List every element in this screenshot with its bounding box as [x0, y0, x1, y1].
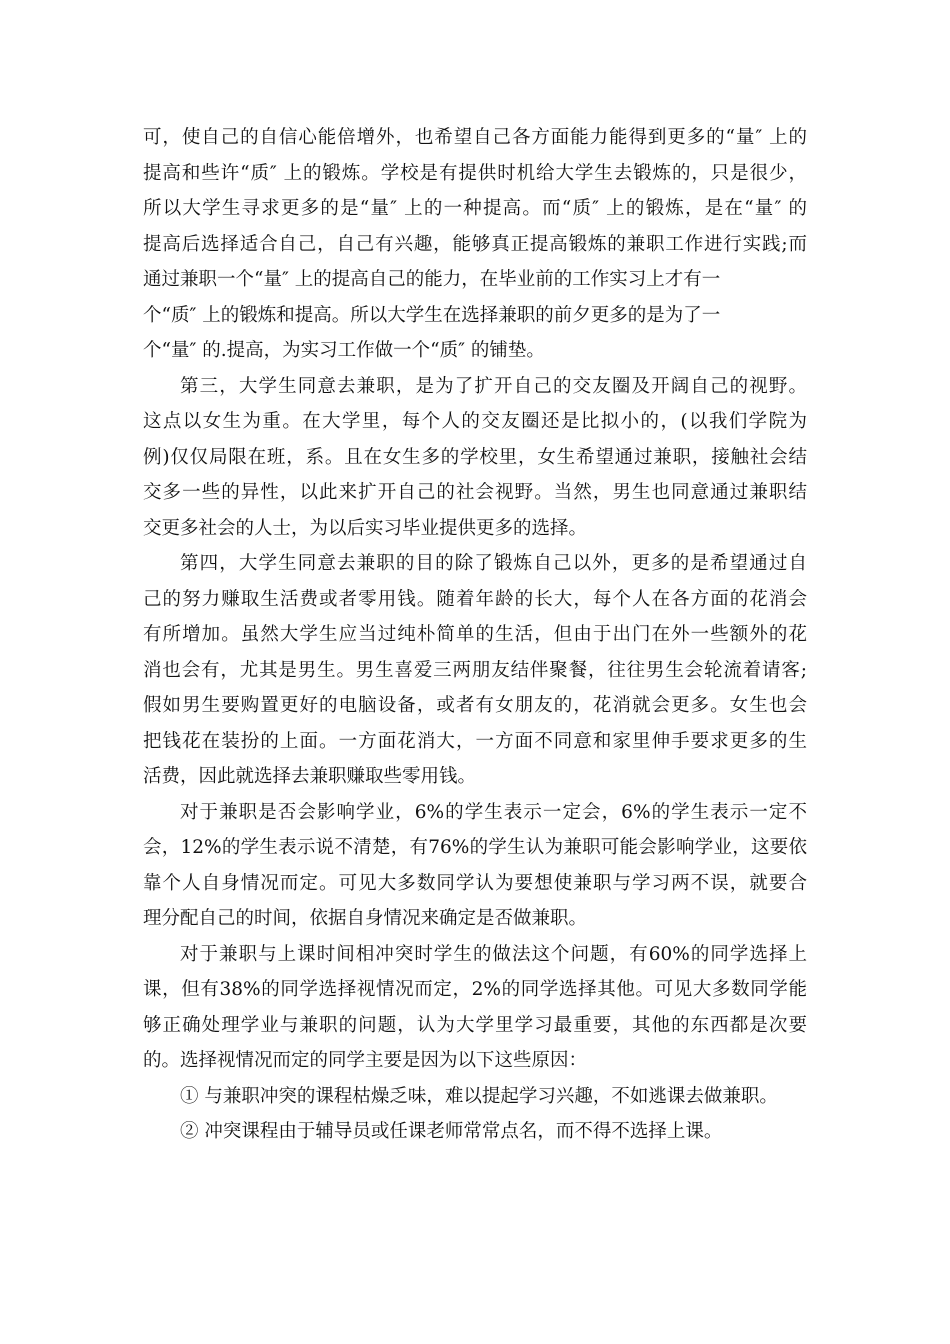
list-item-1 — [143, 1079, 807, 1115]
text-line: 提高和些许“质″ 上的锻炼。学校是有提供时机给大学生去锻炼的，只是很少， — [143, 162, 807, 184]
text-line: 第三，大学生同意去兼职，是为了扩开自己的交友圈及开阔自己的视野。 — [180, 375, 807, 397]
text-line: 把钱花在装扮的上面。一方面花消大，一方面不同意和家里伸手要求更多的生 — [143, 730, 807, 752]
paragraph-5 — [143, 937, 807, 1079]
text-line: 交更多社会的人士，为以后实习毕业提供更多的选择。 — [143, 517, 588, 539]
paragraph-4 — [143, 795, 807, 937]
text-line: 的。选择视情况而定的同学主要是因为以下这些原因： — [143, 1050, 588, 1071]
text-line: 所以大学生寻求更多的是“量″ 上的一种提高。而“质″ 上的锻炼，是在“量″ 的 — [143, 198, 807, 219]
text-line: 个“质″ 上的锻炼和提高。所以大学生在选择兼职的前夕更多的是为了一 — [143, 304, 721, 326]
text-line: 靠个人自身情况而定。可见大多数同学认为要想使兼职与学习两不误，就要合 — [143, 872, 807, 894]
paragraph-2 — [143, 369, 807, 547]
text-line: ① 与兼职冲突的课程枯燥乏味，难以提起学习兴趣，不如逃课去做兼职。 — [180, 1085, 778, 1107]
text-line: ② 冲突课程由于辅导员或任课老师常常点名，而不得不选择上课。 — [180, 1121, 723, 1142]
text-line: 可，使自己的自信心能倍增外，也希望自己各方面能力能得到更多的“量″ 上的 — [143, 127, 807, 148]
text-line: 提高后选择适合自己，自己有兴趣，能够真正提高锻炼的兼职工作进行实践;而 — [143, 233, 807, 255]
text-line: 这点以女生为重。在大学里，每个人的交友圈还是比拟小的，(以我们学院为 — [143, 411, 807, 432]
text-line: 理分配自己的时间，依据自身情况来确定是否做兼职。 — [143, 908, 588, 929]
text-line: 有所增加。虽然大学生应当过纯朴简单的生活，但由于出门在外一些额外的花 — [143, 624, 807, 645]
text-line: 己的努力赚取生活费或者零用钱。随着年龄的长大，每个人在各方面的花消会 — [143, 588, 807, 610]
text-line: 对于兼职与上课时间相冲突时学生的做法这个问题，有60%的同学选择上 — [180, 943, 807, 965]
paragraph-3 — [143, 546, 807, 795]
text-line: 通过兼职一个“量″ 上的提高自己的能力，在毕业前的工作实习上才有一 — [143, 269, 721, 290]
text-line: 活费，因此就选择去兼职赚取些零用钱。 — [143, 766, 477, 787]
text-line: 交多一些的异性，以此来扩开自己的社会视野。当然，男生也同意通过兼职结 — [143, 482, 807, 503]
text-line: 例)仅仅局限在班，系。且在女生多的学校里，女生希望通过兼职，接触社会结 — [143, 446, 807, 468]
text-line: 个“量″ 的.提高，为实习工作做一个“质″ 的铺垫。 — [143, 340, 545, 361]
text-line: 消也会有，尤其是男生。男生喜爱三两朋友结伴聚餐，往往男生会轮流着请客; — [143, 659, 807, 681]
paragraph-1 — [143, 120, 807, 369]
text-line: 够正确处理学业与兼职的问题，认为大学里学习最重要，其他的东西都是次要 — [143, 1014, 807, 1036]
text-line: 第四，大学生同意去兼职的目的除了锻炼自己以外，更多的是希望通过自 — [180, 553, 807, 574]
text-line: 对于兼职是否会影响学业，6%的学生表示一定会，6%的学生表示一定不 — [180, 801, 807, 823]
text-line: 会，12%的学生表示说不清楚，有76%的学生认为兼职可能会影响学业，这要依 — [143, 837, 807, 858]
text-line: 假如男生要购置更好的电脑设备，或者有女朋友的，花消就会更多。女生也会 — [143, 695, 807, 716]
text-line: 课，但有38%的同学选择视情况而定，2%的同学选择其他。可见大多数同学能 — [143, 979, 807, 1000]
document-page — [143, 120, 807, 1150]
list-item-2 — [143, 1114, 807, 1150]
